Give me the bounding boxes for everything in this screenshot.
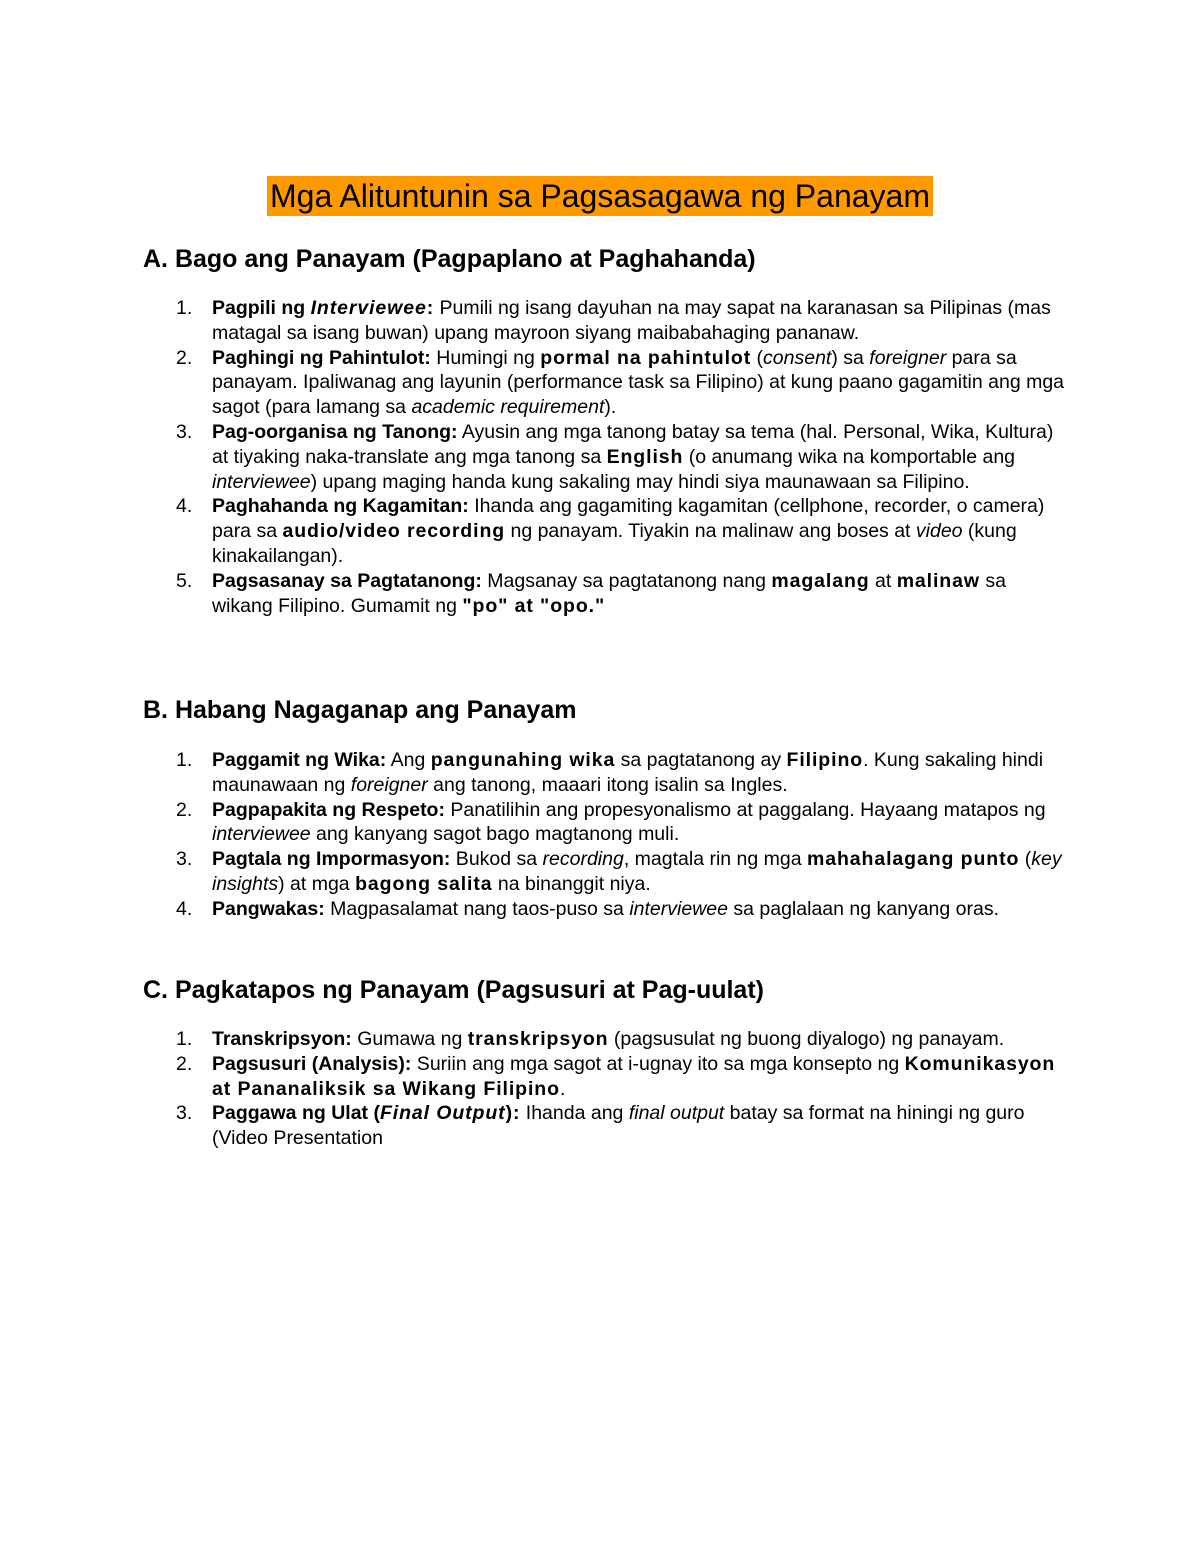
- list-item-emphasis: Pagpili ng: [212, 297, 311, 319]
- list-item-emphasis: Pangwakas:: [212, 897, 325, 920]
- list-item-italic-text: final output: [628, 1102, 725, 1125]
- list-item-number: 3.: [176, 848, 193, 871]
- section-heading-c: C. Pagkatapos ng Panayam (Pagsusuri at Pag-uulat): [143, 976, 764, 1004]
- list-item-italic-text: foreigner: [869, 346, 947, 369]
- document-title: Mga Alituntunin sa Pagsasagawa ng Panayam: [267, 176, 933, 216]
- list-item-number: 4.: [176, 897, 193, 920]
- list-item-emphasis: Komunikasyon at Pananaliksik sa Wikang Filipino: [212, 1052, 1056, 1100]
- list-item: [0, 569, 1200, 619]
- list-item-emphasis: mahahalagang punto: [807, 848, 1020, 871]
- list-item-emphasis: Interviewee: [310, 297, 427, 319]
- list-item-emphasis: Pagsasanay sa Pagtatanong:: [212, 569, 482, 592]
- list-item: [0, 798, 1200, 848]
- list-item-text: , magtala rin ng mga: [623, 848, 808, 871]
- list-item-emphasis: Pagsusuri (Analysis):: [212, 1052, 412, 1075]
- list-item-text: sa paglalaan ng kanyang oras.: [727, 897, 999, 920]
- list-item-text: sa wikang Filipino. Gumamit ng: [212, 569, 1006, 617]
- list-item-emphasis: magalang: [771, 569, 870, 592]
- list-item: [0, 897, 1200, 922]
- list-item-italic-text: key insights: [212, 848, 1062, 895]
- section-list-c: [0, 1027, 1200, 1151]
- list-item-text: (kung kinakailangan).: [212, 520, 1017, 567]
- list-item-text: ang tanong, maaari itong isalin sa Ingles.: [427, 773, 788, 796]
- list-item-emphasis: pormal na pahintulot: [540, 346, 752, 369]
- list-item-text: batay sa format na hiningi ng guro (Video Presentation: [212, 1102, 1025, 1150]
- list-item-emphasis: Paggamit ng Wika:: [212, 749, 387, 771]
- list-item: [0, 1052, 1200, 1102]
- list-item-number: 3.: [176, 1102, 193, 1125]
- list-item-italic-text: interviewee: [212, 823, 311, 846]
- section-heading-a: A. Bago ang Panayam (Pagpaplano at Paghahanda): [143, 245, 756, 273]
- list-item-text: Ihanda ang: [520, 1102, 629, 1125]
- list-item-text: Ang: [386, 749, 431, 771]
- list-item-italic-text: video: [915, 520, 963, 543]
- list-item-emphasis: English: [606, 445, 684, 468]
- list-item-number: 2.: [176, 346, 193, 369]
- list-item-text: ) sa: [831, 346, 870, 369]
- list-item-text: ) upang maging handa kung sakaling may hindi siya maunawaan sa Filipino.: [310, 470, 970, 493]
- list-item-text: para sa panayam. Ipaliwanag ang layunin (performance task sa Filipino) at kung paano gagamitin ang mga sagot (para lamang sa: [212, 346, 1065, 419]
- list-item-text: Humingi ng: [430, 346, 541, 369]
- list-item-emphasis: ):: [505, 1102, 521, 1125]
- section-list-a: [0, 296, 1200, 618]
- list-item-italic-text: interviewee: [212, 470, 311, 493]
- list-item-number: 2.: [176, 1052, 193, 1075]
- list-item: [0, 748, 1200, 798]
- list-item-emphasis: :: [426, 297, 435, 319]
- list-item-emphasis: audio/video recording: [282, 520, 506, 543]
- list-item-number: 1.: [176, 1028, 193, 1050]
- list-item-text: Suriin ang mga sagot at i-ugnay ito sa mga konsepto ng: [411, 1052, 905, 1075]
- list-item-text: (o anumang wika na komportable ang: [683, 445, 1016, 468]
- list-item-text: (: [1019, 848, 1032, 871]
- list-item-italic-text: academic requirement: [411, 396, 605, 419]
- list-item: [0, 420, 1200, 494]
- list-item-number: 3.: [176, 420, 193, 443]
- list-item-italic-text: consent: [763, 346, 832, 369]
- list-item: [0, 494, 1200, 568]
- list-item-text: Pumili ng isang dayuhan na may sapat na karanasan sa Pilipinas (mas matagal sa isang buwan) upang mayroon siyang maibabahaging pananaw.: [212, 297, 1051, 344]
- list-item-emphasis: Filipino: [786, 749, 864, 771]
- list-item-italic-text: foreigner: [350, 773, 428, 796]
- list-item-text: Ayusin ang mga tanong batay sa tema (hal. Personal, Wika, Kultura) at tiyaking naka-translate ang mga tanong sa: [212, 420, 1054, 468]
- list-item-emphasis: Pagtala ng Impormasyon:: [212, 848, 451, 871]
- list-item-emphasis: Pag-oorganisa ng Tanong:: [212, 420, 458, 443]
- list-item-text: Magpasalamat nang taos-puso sa: [324, 897, 630, 920]
- section-heading-b: B. Habang Nagaganap ang Panayam: [143, 696, 577, 724]
- list-item: [0, 296, 1200, 346]
- list-item-text: ang kanyang sagot bago magtanong muli.: [310, 823, 680, 846]
- list-item-emphasis: malinaw: [896, 569, 980, 592]
- list-item-emphasis: Transkripsyon:: [212, 1028, 352, 1050]
- list-item-number: 5.: [176, 569, 193, 592]
- list-item-text: na binanggit niya.: [492, 872, 651, 895]
- list-item-text: at: [869, 569, 897, 592]
- list-item-text: ng panayam. Tiyakin na malinaw ang boses at: [505, 520, 916, 543]
- list-item: [0, 1101, 1200, 1151]
- list-item-number: 1.: [176, 297, 193, 319]
- list-item-emphasis: "po" at "opo.": [462, 594, 606, 617]
- list-item-number: 2.: [176, 798, 193, 821]
- list-item-text: ) at mga: [278, 872, 356, 895]
- list-item-emphasis: Final Output: [379, 1102, 506, 1125]
- list-item-emphasis: Paghingi ng Pahintulot:: [212, 346, 431, 369]
- list-item-number: 1.: [176, 749, 193, 771]
- list-item: [0, 1027, 1200, 1052]
- list-item-text: Bukod sa: [450, 848, 543, 871]
- list-item-emphasis: transkripsyon: [467, 1028, 609, 1050]
- list-item-text: Magsanay sa pagtatanong nang: [481, 569, 772, 592]
- list-item-emphasis: Pagpapakita ng Respeto:: [212, 798, 445, 821]
- list-item-emphasis: bagong salita: [355, 872, 493, 895]
- list-item-text: ).: [604, 396, 617, 419]
- list-item-italic-text: recording: [542, 848, 624, 871]
- list-item-text: (pagsusulat ng buong diyalogo) ng panayam.: [608, 1028, 1005, 1050]
- title-container: [0, 176, 1200, 216]
- list-item: [0, 847, 1200, 897]
- list-item-emphasis: Paghahanda ng Kagamitan:: [212, 495, 469, 518]
- list-item-text: sa pagtatanong ay: [615, 749, 787, 771]
- list-item-text: . Kung sakaling hindi maunawaan ng: [212, 749, 1044, 796]
- list-item-text: Ihanda ang gagamiting kagamitan (cellphone, recorder, o camera) para sa: [212, 495, 1045, 543]
- section-list-b: [0, 748, 1200, 922]
- list-item-emphasis: Paggawa ng Ulat (: [212, 1102, 380, 1125]
- list-item-italic-text: interviewee: [629, 897, 728, 920]
- list-item-text: Panatilihin ang propesyonalismo at paggalang. Hayaang matapos ng: [444, 798, 1046, 821]
- list-item-number: 4.: [176, 495, 193, 518]
- list-item-text: Gumawa ng: [351, 1028, 468, 1050]
- list-item-text: (: [751, 346, 764, 369]
- list-item-emphasis: pangunahing wika: [430, 749, 616, 771]
- list-item-text: .: [559, 1077, 566, 1100]
- list-item: [0, 346, 1200, 420]
